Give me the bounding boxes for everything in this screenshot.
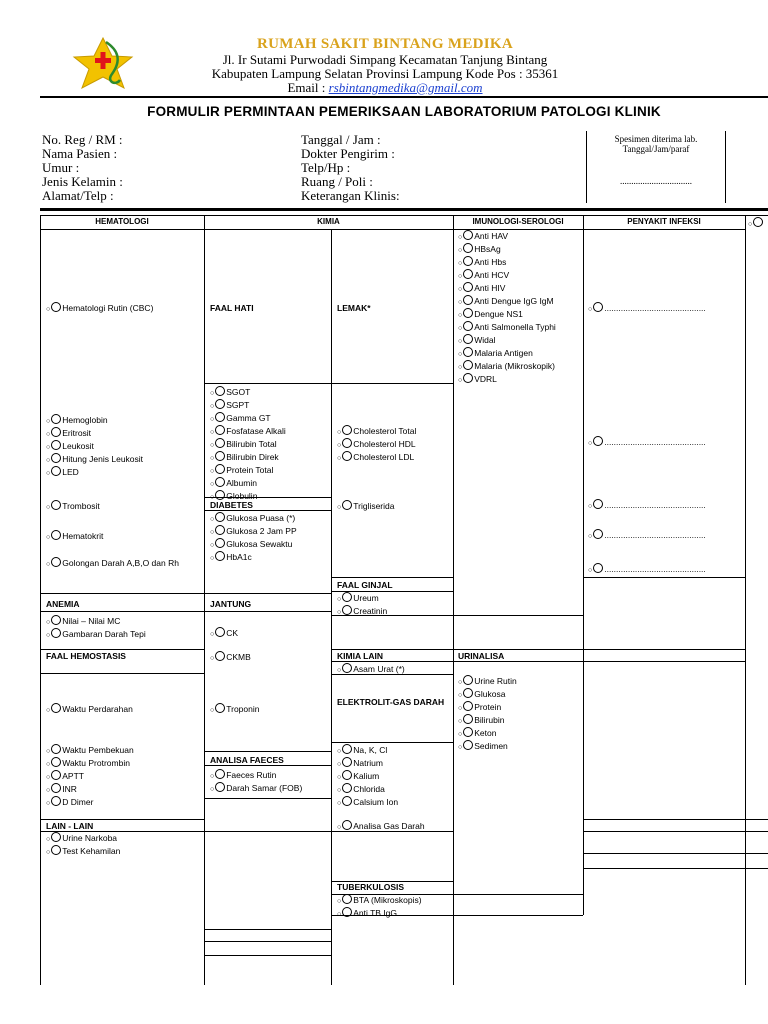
check-gambaran-darah[interactable]: ○ Gambaran Darah Tepi (46, 629, 146, 639)
check-glukosa-sewaktu[interactable]: ○ Glukosa Sewaktu (210, 539, 293, 549)
diabetes-list (210, 512, 297, 564)
label-natrium: Natrium (353, 758, 383, 768)
check-bta[interactable]: ○ BTA (Mikroskopis) (337, 895, 422, 905)
label-protein-total: Protein Total (226, 465, 274, 475)
label-gambaran-darah: Gambaran Darah Tepi (62, 629, 146, 639)
check-kalium[interactable]: ○ Kalium (337, 771, 380, 781)
check-cholesterol-total[interactable]: ○ Cholesterol Total (337, 426, 417, 436)
check-hbsag[interactable]: ○ HBsAg (458, 244, 501, 254)
check-hematokrit[interactable]: ○ Hematokrit (46, 531, 104, 541)
check-golongan-darah[interactable]: ○ Golongan Darah A,B,O dan Rh (46, 558, 179, 568)
label-urine-rutin: Urine Rutin (474, 676, 517, 686)
label-anti-hbs: Anti Hbs (474, 257, 507, 267)
label-faeces-rutin: Faeces Rutin (226, 770, 277, 780)
label-gamma-gt: Gamma GT (226, 413, 271, 423)
specimen-box (586, 131, 726, 203)
section-jantung: JANTUNG (210, 599, 252, 609)
check-fosfatase[interactable]: ○ Fosfatase Alkali (210, 426, 286, 436)
field-tanggal[interactable]: Tanggal / Jam : (301, 132, 381, 147)
label-bta: BTA (Mikroskopis) (353, 895, 422, 905)
label-leukosit: Leukosit (62, 441, 94, 451)
label-trombosit: Trombosit (62, 501, 100, 511)
check-anti-hav[interactable]: ○ Anti HAV (458, 231, 509, 241)
check-infeksi-1[interactable]: ○ ........................................... (588, 303, 706, 313)
label-fosfatase: Fosfatase Alkali (226, 426, 286, 436)
check-trigliserida[interactable]: ○ Trigliserida (337, 501, 395, 511)
hemostasis-list (46, 744, 134, 809)
check-infeksi-4[interactable]: ○ ........................................... (588, 530, 706, 540)
check-dengue-ns1[interactable]: ○ Dengue NS1 (458, 309, 523, 319)
header-imunologi: IMUNOLOGI-SEROLOGI (472, 217, 564, 226)
section-faal-hemostasis: FAAL HEMOSTASIS (46, 651, 126, 661)
field-nama-pasien[interactable]: Nama Pasien : (42, 146, 118, 161)
label-glukosa-2jam: Glukosa 2 Jam PP (226, 526, 297, 536)
header-divider (40, 96, 768, 98)
check-ckmb[interactable]: ○ CKMB (210, 652, 251, 662)
check-hba1c[interactable]: ○ HbA1c (210, 552, 252, 562)
check-inr[interactable]: ○ INR (46, 784, 77, 794)
check-troponin[interactable]: ○ Troponin (210, 704, 260, 714)
label-troponin: Troponin (226, 704, 260, 714)
field-keterangan[interactable]: Keterangan Klinis: (301, 188, 400, 203)
check-vdrl[interactable]: ○ VDRL (458, 374, 497, 384)
hospital-header (150, 36, 620, 95)
label-d-dimer: D Dimer (62, 797, 94, 807)
section-diabetes: DIABETES (210, 500, 253, 510)
label-cholesterol-total: Cholesterol Total (353, 426, 417, 436)
label-dengue-ns1: Dengue NS1 (474, 309, 523, 319)
check-na-k-cl[interactable]: ○ Na, K, Cl (337, 745, 388, 755)
label-aptt: APTT (62, 771, 84, 781)
dots-infeksi-2: ........................................... (604, 437, 706, 447)
check-waktu-perdarahan[interactable]: ○ Waktu Perdarahan (46, 704, 133, 714)
check-d-dimer[interactable]: ○ D Dimer (46, 797, 94, 807)
hospital-name: RUMAH SAKIT BINTANG MEDIKA (256, 36, 514, 52)
label-waktu-pembekuan: Waktu Pembekuan (62, 745, 134, 755)
lab-order-grid (40, 215, 768, 985)
label-sgpt: SGPT (226, 400, 250, 410)
check-albumin[interactable]: ○ Albumin (210, 478, 257, 488)
elektrolit-list (337, 744, 398, 809)
field-umur[interactable]: Umur : (42, 160, 80, 175)
info-divider (40, 208, 768, 211)
check-protein-total[interactable]: ○ Protein Total (210, 465, 274, 475)
field-alamat[interactable]: Alamat/Telp : (42, 188, 114, 203)
check-aptt[interactable]: ○ APTT (46, 771, 84, 781)
faal-hati-list (210, 386, 286, 503)
patient-info-right (301, 133, 400, 203)
field-ruang[interactable]: Ruang / Poli : (301, 174, 373, 189)
field-telp[interactable]: Telp/Hp : (301, 160, 351, 175)
check-darah-samar[interactable]: ○ Darah Samar (FOB) (210, 783, 303, 793)
check-hitung-jenis[interactable]: ○ Hitung Jenis Leukosit (46, 454, 144, 464)
header-kimia: KIMIA (317, 217, 340, 226)
check-led[interactable]: ○ LED (46, 467, 79, 477)
check-widal[interactable]: ○ Widal (458, 335, 496, 345)
label-hematokrit: Hematokrit (62, 531, 104, 541)
check-bilirubin-urine[interactable]: ○ Bilirubin (458, 715, 505, 725)
field-dokter[interactable]: Dokter Pengirim : (301, 146, 395, 161)
check-cholesterol-hdl[interactable]: ○ Cholesterol HDL (337, 439, 416, 449)
dots-infeksi-1: ........................................... (604, 303, 706, 313)
label-hbsag: HBsAg (474, 244, 501, 254)
checkbox-extra-top[interactable]: ○ (748, 217, 764, 230)
label-kalium: Kalium (353, 771, 380, 781)
section-faal-ginjal: FAAL GINJAL (337, 580, 393, 590)
check-hematologi-rutin[interactable]: ○ Hematologi Rutin (CBC) (46, 303, 154, 313)
address-line-2: Kabupaten Lampung Selatan Provinsi Lampung Kode Pos : 35361 (211, 66, 559, 81)
check-glukosa-puasa[interactable]: ○ Glukosa Puasa (*) (210, 513, 296, 523)
check-waktu-protrombin[interactable]: ○ Waktu Protrombin (46, 758, 130, 768)
check-sgot[interactable]: ○ SGOT (210, 387, 251, 397)
check-anti-hiv[interactable]: ○ Anti HIV (458, 283, 506, 293)
label-ck: CK (226, 628, 239, 638)
specimen-line-2: Tanggal/Jam/paraf (622, 144, 690, 154)
check-waktu-pembekuan[interactable]: ○ Waktu Pembekuan (46, 745, 134, 755)
label-creatinin: Creatinin (353, 606, 388, 616)
check-natrium[interactable]: ○ Natrium (337, 758, 383, 768)
check-glukosa-urine[interactable]: ○ Glukosa (458, 689, 506, 699)
section-anemia: ANEMIA (46, 599, 80, 609)
label-cholesterol-ldl: Cholesterol LDL (353, 452, 415, 462)
check-anti-salmonella[interactable]: ○ Anti Salmonella Typhi (458, 322, 556, 332)
label-anti-hiv: Anti HIV (474, 283, 506, 293)
section-tuberkulosis: TUBERKULOSIS (337, 882, 405, 892)
check-bilirubin-total[interactable]: ○ Bilirubin Total (210, 439, 277, 449)
label-bilirubin-direk: Bilirubin Direk (226, 452, 279, 462)
check-test-kehamilan[interactable]: ○ Test Kehamilan (46, 846, 121, 856)
check-ck[interactable]: ○ CK (210, 628, 239, 638)
address-line-1: Jl. Ir Sutami Purwodadi Simpang Kecamatan Tanjung Bintang (222, 52, 548, 67)
label-glukosa-puasa: Glukosa Puasa (*) (226, 513, 296, 523)
check-anti-tb[interactable]: ○ Anti TB IgG (337, 908, 398, 918)
check-globulin[interactable]: ○ Globulin (210, 491, 258, 501)
email-line (150, 81, 620, 95)
label-asam-urat: Asam Urat (*) (353, 664, 405, 674)
check-creatinin[interactable]: ○ Creatinin (337, 606, 388, 616)
section-elektrolit: ELEKTROLIT-GAS DARAH (337, 697, 445, 707)
label-inr: INR (62, 784, 77, 794)
label-protein-urine: Protein (474, 702, 502, 712)
check-nilai-mc[interactable]: ○ Nilai – Nilai MC (46, 616, 121, 626)
label-waktu-protrombin: Waktu Protrombin (62, 758, 130, 768)
section-analisa-faeces: ANALISA FAECES (210, 755, 284, 765)
label-na-k-cl: Na, K, Cl (353, 745, 388, 755)
label-chlorida: Chlorida (353, 784, 385, 794)
section-lain-lain: LAIN - LAIN (46, 821, 94, 831)
dots-infeksi-4: ........................................... (604, 530, 706, 540)
check-cholesterol-ldl[interactable]: ○ Cholesterol LDL (337, 452, 415, 462)
check-anti-hbs[interactable]: ○ Anti Hbs (458, 257, 507, 267)
anemia-list (46, 615, 146, 641)
label-hematologi-rutin: Hematologi Rutin (CBC) (62, 303, 154, 313)
check-protein-urine[interactable]: ○ Protein (458, 702, 502, 712)
label-eritrosit: Eritrosit (62, 428, 92, 438)
section-urinalisa: URINALISA (458, 651, 505, 661)
label-bilirubin-urine: Bilirubin (474, 715, 505, 725)
label-urine-narkoba: Urine Narkoba (62, 833, 118, 843)
imuno-list (458, 230, 582, 386)
check-bilirubin-direk[interactable]: ○ Bilirubin Direk (210, 452, 279, 462)
check-infeksi-2[interactable]: ○ ........................................... (588, 437, 706, 447)
lain-list (46, 832, 120, 858)
specimen-line-1: Spesimen diterima lab. (614, 134, 698, 144)
check-calsium-ion[interactable]: ○ Calsium Ion (337, 797, 399, 807)
label-hemoglobin: Hemoglobin (62, 415, 108, 425)
label-anti-dengue: Anti Dengue IgG IgM (474, 296, 554, 306)
label-darah-samar: Darah Samar (FOB) (226, 783, 303, 793)
label-anti-hcv: Anti HCV (474, 270, 510, 280)
field-no-reg[interactable]: No. Reg / RM : (42, 132, 123, 147)
label-ureum: Ureum (353, 593, 379, 603)
check-glukosa-2jam[interactable]: ○ Glukosa 2 Jam PP (210, 526, 297, 536)
check-leukosit[interactable]: ○ Leukosit (46, 441, 94, 451)
label-malaria-mikroskopik: Malaria (Mikroskopik) (474, 361, 555, 371)
section-kimia-lain: KIMIA LAIN (337, 651, 383, 661)
check-keton[interactable]: ○ Keton (458, 728, 497, 738)
check-infeksi-5[interactable]: ○ ........................................... (588, 564, 706, 574)
label-hba1c: HbA1c (226, 552, 252, 562)
grid-lines (40, 215, 768, 985)
label-trigliserida: Trigliserida (353, 501, 395, 511)
label-anti-hav: Anti HAV (474, 231, 509, 241)
label-calsium-ion: Calsium Ion (353, 797, 399, 807)
label-vdrl: VDRL (474, 374, 497, 384)
label-sgot: SGOT (226, 387, 251, 397)
specimen-dots[interactable]: ................................ (620, 176, 692, 186)
check-anti-hcv[interactable]: ○ Anti HCV (458, 270, 510, 280)
label-golongan-darah: Golongan Darah A,B,O dan Rh (62, 558, 179, 568)
label-ckmb: CKMB (226, 652, 251, 662)
check-hemoglobin[interactable]: ○ Hemoglobin (46, 415, 108, 425)
label-glukosa-urine: Glukosa (474, 689, 506, 699)
check-sedimen[interactable]: ○ Sedimen (458, 741, 508, 751)
star-cross-logo-icon (58, 36, 148, 92)
label-sedimen: Sedimen (474, 741, 508, 751)
check-analisa-gas-darah[interactable]: ○ Analisa Gas Darah (337, 821, 425, 831)
label-albumin: Albumin (226, 478, 257, 488)
faeces-list (210, 769, 302, 795)
check-asam-urat[interactable]: ○ Asam Urat (*) (337, 664, 405, 674)
label-anti-tb: Anti TB IgG (353, 908, 398, 918)
header-infeksi: PENYAKIT INFEKSI (627, 217, 701, 226)
label-nilai-mc: Nilai – Nilai MC (62, 616, 121, 626)
patient-info-left (42, 133, 123, 203)
check-malaria-antigen[interactable]: ○ Malaria Antigen (458, 348, 533, 358)
check-eritrosit[interactable]: ○ Eritrosit (46, 428, 92, 438)
label-waktu-perdarahan: Waktu Perdarahan (62, 704, 133, 714)
tb-list (337, 894, 422, 920)
label-bilirubin-total: Bilirubin Total (226, 439, 277, 449)
urinalisa-list (458, 675, 517, 753)
label-glukosa-sewaktu: Glukosa Sewaktu (226, 539, 293, 549)
check-infeksi-3[interactable]: ○ ........................................... (588, 500, 706, 510)
check-malaria-mikroskopik[interactable]: ○ Malaria (Mikroskopik) (458, 361, 555, 371)
section-lemak: LEMAK* (337, 303, 371, 313)
label-test-kehamilan: Test Kehamilan (62, 846, 121, 856)
check-urine-rutin[interactable]: ○ Urine Rutin (458, 676, 517, 686)
check-faeces-rutin[interactable]: ○ Faeces Rutin (210, 770, 277, 780)
label-widal: Widal (474, 335, 496, 345)
section-faal-hati: FAAL HATI (210, 303, 254, 313)
ginjal-list (337, 592, 387, 618)
label-analisa-gas-darah: Analisa Gas Darah (353, 821, 425, 831)
label-keton: Keton (474, 728, 497, 738)
check-ureum[interactable]: ○ Ureum (337, 593, 379, 603)
hema-list (46, 414, 143, 479)
check-chlorida[interactable]: ○ Chlorida (337, 784, 385, 794)
dots-infeksi-3: ........................................... (604, 500, 706, 510)
check-urine-narkoba[interactable]: ○ Urine Narkoba (46, 833, 118, 843)
header-hematologi: HEMATOLOGI (95, 217, 149, 226)
check-trombosit[interactable]: ○ Trombosit (46, 501, 100, 511)
lemak-list (337, 425, 416, 464)
label-cholesterol-hdl: Cholesterol HDL (353, 439, 416, 449)
label-hitung-jenis: Hitung Jenis Leukosit (62, 454, 144, 464)
form-title: FORMULIR PERMINTAAN PEMERIKSAAN LABORATORIUM PATOLOGI KLINIK (147, 104, 661, 119)
dots-infeksi-5: ........................................... (604, 564, 706, 574)
check-anti-dengue[interactable]: ○ Anti Dengue IgG IgM (458, 296, 554, 306)
label-anti-salmonella: Anti Salmonella Typhi (474, 322, 556, 332)
label-led: LED (62, 467, 79, 477)
email-link[interactable]: rsbintangmedika@gmail.com (328, 80, 483, 95)
label-malaria-antigen: Malaria Antigen (474, 348, 533, 358)
field-jenis-kelamin[interactable]: Jenis Kelamin : (42, 174, 123, 189)
check-sgpt[interactable]: ○ SGPT (210, 400, 250, 410)
email-label: Email : (287, 80, 329, 95)
label-globulin: Globulin (226, 491, 258, 501)
check-gamma-gt[interactable]: ○ Gamma GT (210, 413, 271, 423)
